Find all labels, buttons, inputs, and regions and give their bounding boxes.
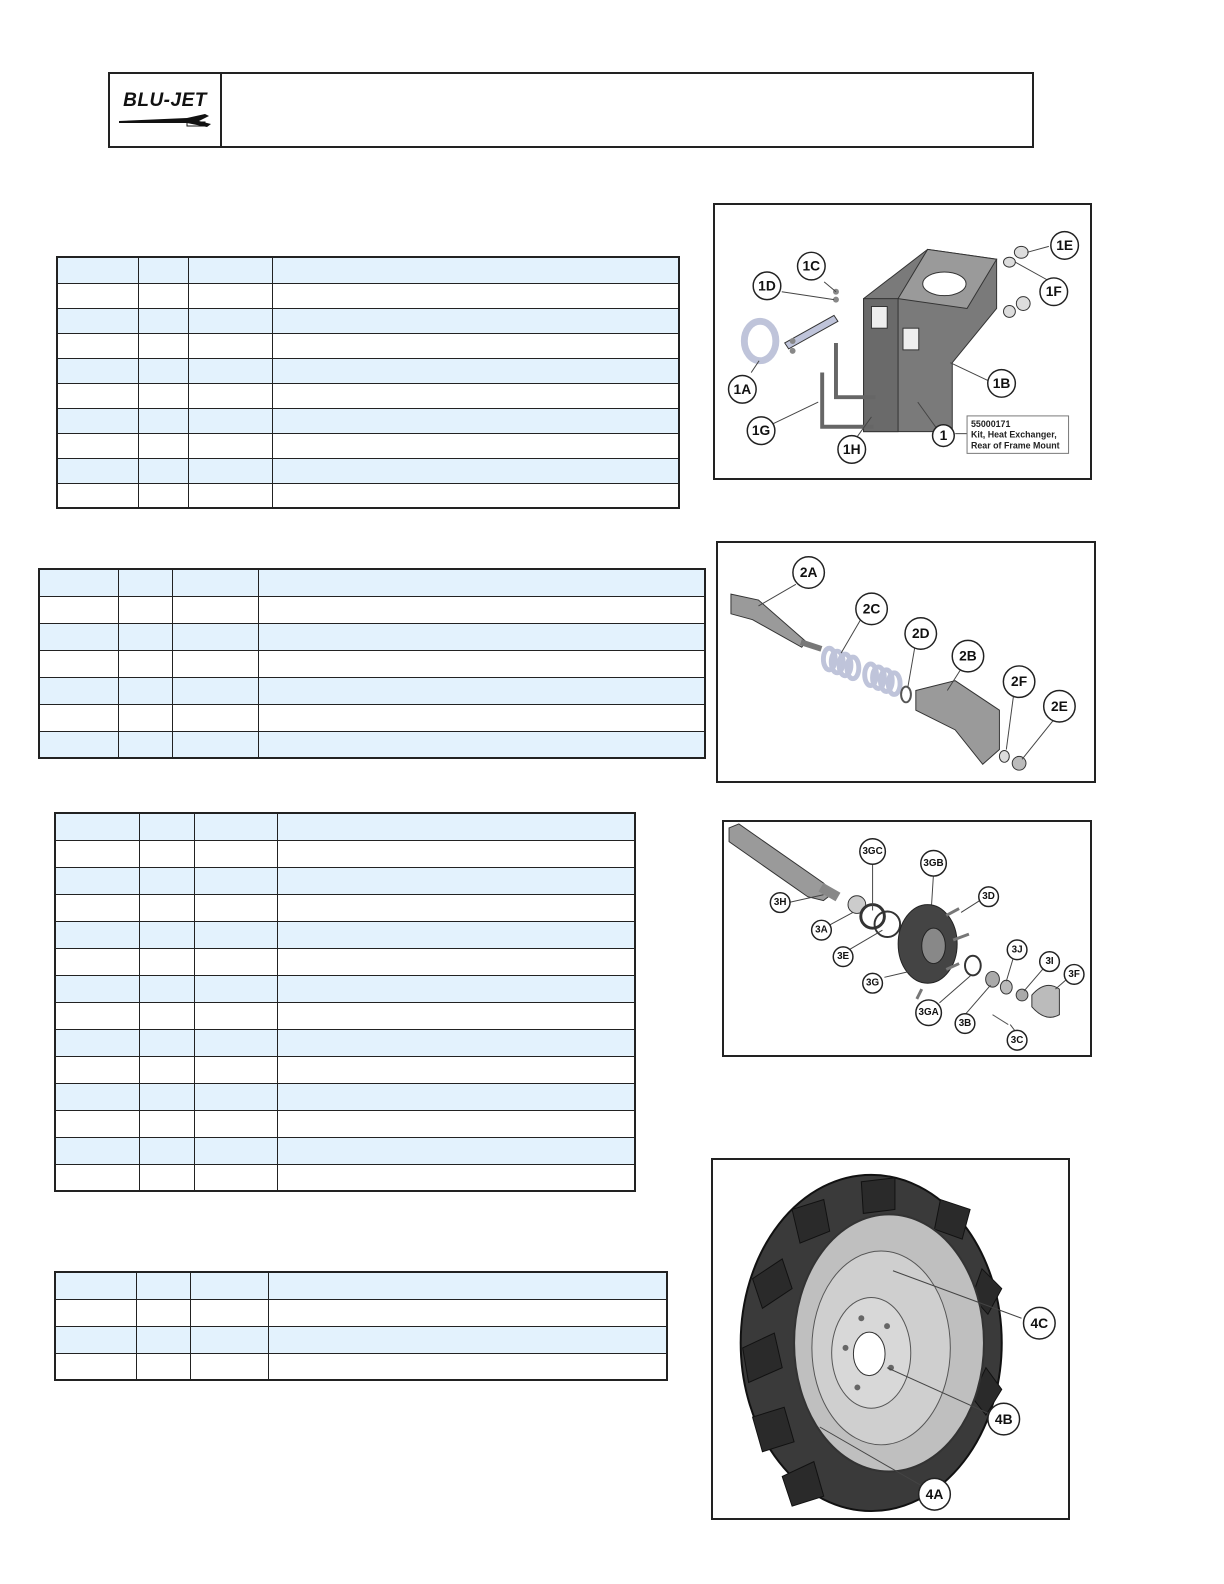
callout-3gc: 3GC — [862, 845, 883, 857]
table-row — [55, 1326, 667, 1353]
logo-wordmark: BLU-JET — [123, 90, 207, 111]
callout-1b: 1B — [992, 375, 1011, 391]
parts-table-3 — [54, 812, 636, 1192]
table-row — [55, 1164, 635, 1191]
callout-1g: 1G — [751, 423, 771, 439]
callout-3i: 3I — [1045, 956, 1054, 968]
table-row — [57, 483, 679, 508]
table-header-row — [55, 1272, 667, 1299]
figure-heat-exchanger-mount — [713, 203, 1092, 480]
table-row — [39, 596, 705, 623]
table-row — [39, 704, 705, 731]
kit-note-line-1: 55000171 — [970, 418, 1011, 429]
table-row — [55, 1110, 635, 1137]
table-row — [55, 1083, 635, 1110]
callout-3a: 3A — [815, 924, 828, 936]
callout-4a: 4A — [925, 1486, 944, 1503]
callout-3g: 3G — [866, 977, 880, 989]
table-header-row — [57, 257, 679, 283]
callout-1h: 1H — [842, 441, 861, 457]
callout-3b: 3B — [958, 1018, 972, 1030]
callout-4b: 4B — [994, 1411, 1013, 1428]
table-row — [55, 840, 635, 867]
brand-logo — [110, 74, 222, 146]
table-row — [57, 433, 679, 458]
callout-1: 1 — [939, 428, 948, 444]
table-row — [55, 1353, 667, 1380]
table-row — [55, 1299, 667, 1326]
table-row — [57, 458, 679, 483]
table-row — [55, 1002, 635, 1029]
callout-1e: 1E — [1056, 237, 1074, 253]
callout-1d: 1D — [758, 278, 776, 294]
table-row — [55, 1056, 635, 1083]
callout-2e: 2E — [1051, 698, 1068, 714]
callout-1f: 1F — [1045, 284, 1062, 300]
table-row — [55, 894, 635, 921]
callout-3f: 3F — [1068, 968, 1080, 980]
page-header — [108, 72, 1034, 148]
table-row — [57, 383, 679, 408]
callout-3d: 3D — [982, 891, 995, 903]
kit-note-box — [967, 416, 1069, 453]
table-row — [39, 623, 705, 650]
table-row — [57, 283, 679, 308]
callout-2c: 2C — [862, 601, 881, 617]
header-title-area — [222, 74, 1032, 146]
table-row — [55, 867, 635, 894]
parts-table-1 — [56, 256, 680, 509]
table-row — [55, 1029, 635, 1056]
figure-wheel-assembly — [711, 1158, 1070, 1520]
callout-2a: 2A — [799, 565, 818, 581]
table-header-row — [55, 813, 635, 840]
callout-3e: 3E — [837, 951, 850, 963]
callout-3c: 3C — [1010, 1034, 1024, 1046]
table-row — [55, 921, 635, 948]
table-row — [39, 650, 705, 677]
table-row — [57, 408, 679, 433]
figure-spring-assembly — [716, 541, 1096, 783]
callout-2f: 2F — [1011, 674, 1028, 690]
kit-note-line-2: Kit, Heat Exchanger, — [970, 429, 1057, 440]
table-row — [39, 677, 705, 704]
figure-hub-assembly — [722, 820, 1092, 1057]
parts-table-2 — [38, 568, 706, 759]
kit-note-line-3: Rear of Frame Mount — [970, 440, 1060, 451]
callout-4c: 4C — [1030, 1315, 1049, 1332]
table-row — [39, 731, 705, 758]
callout-1c: 1C — [802, 258, 821, 274]
callout-3j: 3J — [1011, 944, 1023, 956]
table-row — [55, 975, 635, 1002]
table-row — [57, 358, 679, 383]
callout-2b: 2B — [959, 648, 977, 664]
parts-table-4 — [54, 1271, 668, 1381]
table-row — [55, 948, 635, 975]
callout-3h: 3H — [773, 897, 787, 909]
jet-icon — [117, 112, 213, 130]
callout-2d: 2D — [911, 625, 930, 641]
table-row — [57, 308, 679, 333]
table-row — [57, 333, 679, 358]
callout-3ga: 3GA — [918, 1007, 939, 1019]
callout-1a: 1A — [733, 381, 752, 397]
table-header-row — [39, 569, 705, 596]
callout-3gb: 3GB — [923, 857, 944, 869]
table-row — [55, 1137, 635, 1164]
